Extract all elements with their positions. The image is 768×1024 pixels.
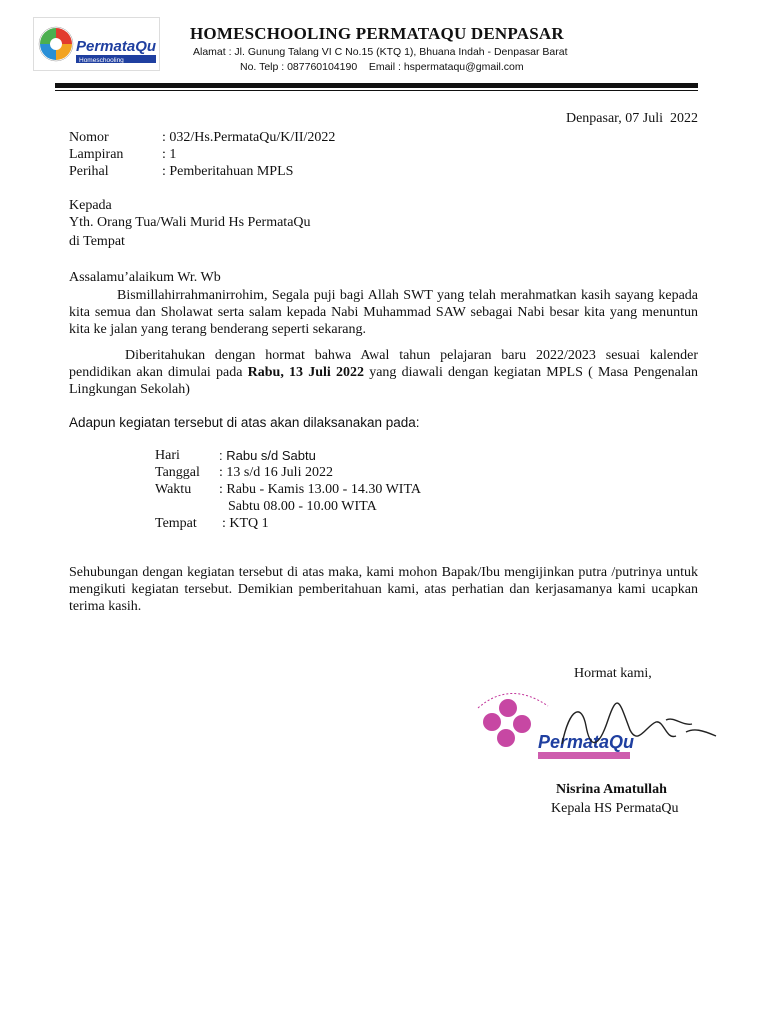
start-date-bold: Rabu, 13 Juli 2022 bbox=[247, 365, 365, 380]
tanggal-label: Tanggal bbox=[155, 465, 200, 480]
letterhead-contact: No. Telp : 087760104190 Email : hspermataqu@gmail.com bbox=[240, 61, 524, 73]
tanggal-value: : 13 s/d 16 Juli 2022 bbox=[219, 465, 333, 480]
hari-value: : Rabu s/d Sabtu bbox=[219, 448, 316, 463]
letter-date: Denpasar, 07 Juli 2022 bbox=[565, 111, 698, 126]
stamp-text: PermataQu bbox=[538, 732, 635, 752]
logo-text: PermataQu bbox=[76, 38, 157, 55]
logo-subtext: Homeschooling bbox=[79, 57, 124, 64]
nomor-label: Nomor bbox=[69, 130, 109, 145]
recipient-place: di Tempat bbox=[69, 234, 125, 249]
greeting: Assalamu’alaikum Wr. Wb bbox=[69, 270, 221, 285]
paragraph-closing: Sehubungan dengan kegiatan tersebut di atas maka, kami mohon Bapak/Ibu mengijinkan putra /putrinya untuk mengikuti kegiatan tersebut. Demikian pemberitahuan kami, atas perhatian dan kerjasamanya kami ucapkan terima kasih. bbox=[69, 565, 698, 614]
paragraph-opening: Bismillahirrahmanirrohim, Segala puji bagi Allah SWT yang telah merahmatkan kasih sayang kepada kita semua dan Sholawat serta salam kepada Nabi Muhammad SAW sebagai Nabi besar kita yang menuntun kita ke jalan yang terang benderang seperti sekarang. bbox=[69, 288, 698, 337]
school-logo bbox=[33, 17, 160, 71]
perihal-value: : Pemberitahuan MPLS bbox=[162, 164, 294, 179]
tempat-label: Tempat bbox=[155, 516, 197, 531]
header-rule-thick bbox=[55, 83, 698, 88]
waktu-value-saturday: Sabtu 08.00 - 10.00 WITA bbox=[228, 499, 377, 514]
letterhead-title: HOMESCHOOLING PERMATAQU DENPASAR bbox=[190, 24, 564, 43]
recipient-kepada: Kepada bbox=[69, 198, 112, 213]
hari-label: Hari bbox=[155, 448, 180, 463]
header-rule-thin bbox=[55, 90, 698, 91]
lampiran-value: : 1 bbox=[162, 147, 177, 162]
tempat-value: : KTQ 1 bbox=[222, 516, 269, 531]
lampiran-label: Lampiran bbox=[69, 147, 124, 162]
paragraph-schedule-intro: Adapun kegiatan tersebut di atas akan dilaksanakan pada: bbox=[69, 415, 420, 430]
recipient-name: Yth. Orang Tua/Wali Murid Hs PermataQu bbox=[69, 215, 311, 230]
perihal-label: Perihal bbox=[69, 164, 109, 179]
nomor-value: : 032/Hs.PermataQu/K/II/2022 bbox=[162, 130, 336, 145]
waktu-value: : Rabu - Kamis 13.00 - 14.30 WITA bbox=[219, 482, 421, 497]
closing-salutation: Hormat kami, bbox=[574, 666, 652, 681]
signatory-position: Kepala HS PermataQu bbox=[551, 801, 679, 816]
signatory-name: Nisrina Amatullah bbox=[556, 782, 667, 797]
school-stamp-and-signature bbox=[470, 686, 730, 766]
letterhead-address: Alamat : Jl. Gunung Talang VI C No.15 (KTQ 1), Bhuana Indah - Denpasar Barat bbox=[193, 46, 568, 58]
paragraph-announcement: Diberitahukan dengan hormat bahwa Awal tahun pelajaran baru 2022/2023 sesuai kalender pendidikan akan dimulai pada Rabu, 13 Juli 2022 yang diawali dengan kegiatan MPLS ( Masa Pengenalan Lingkungan Sekolah) bbox=[69, 348, 698, 397]
waktu-label: Waktu bbox=[155, 482, 192, 497]
